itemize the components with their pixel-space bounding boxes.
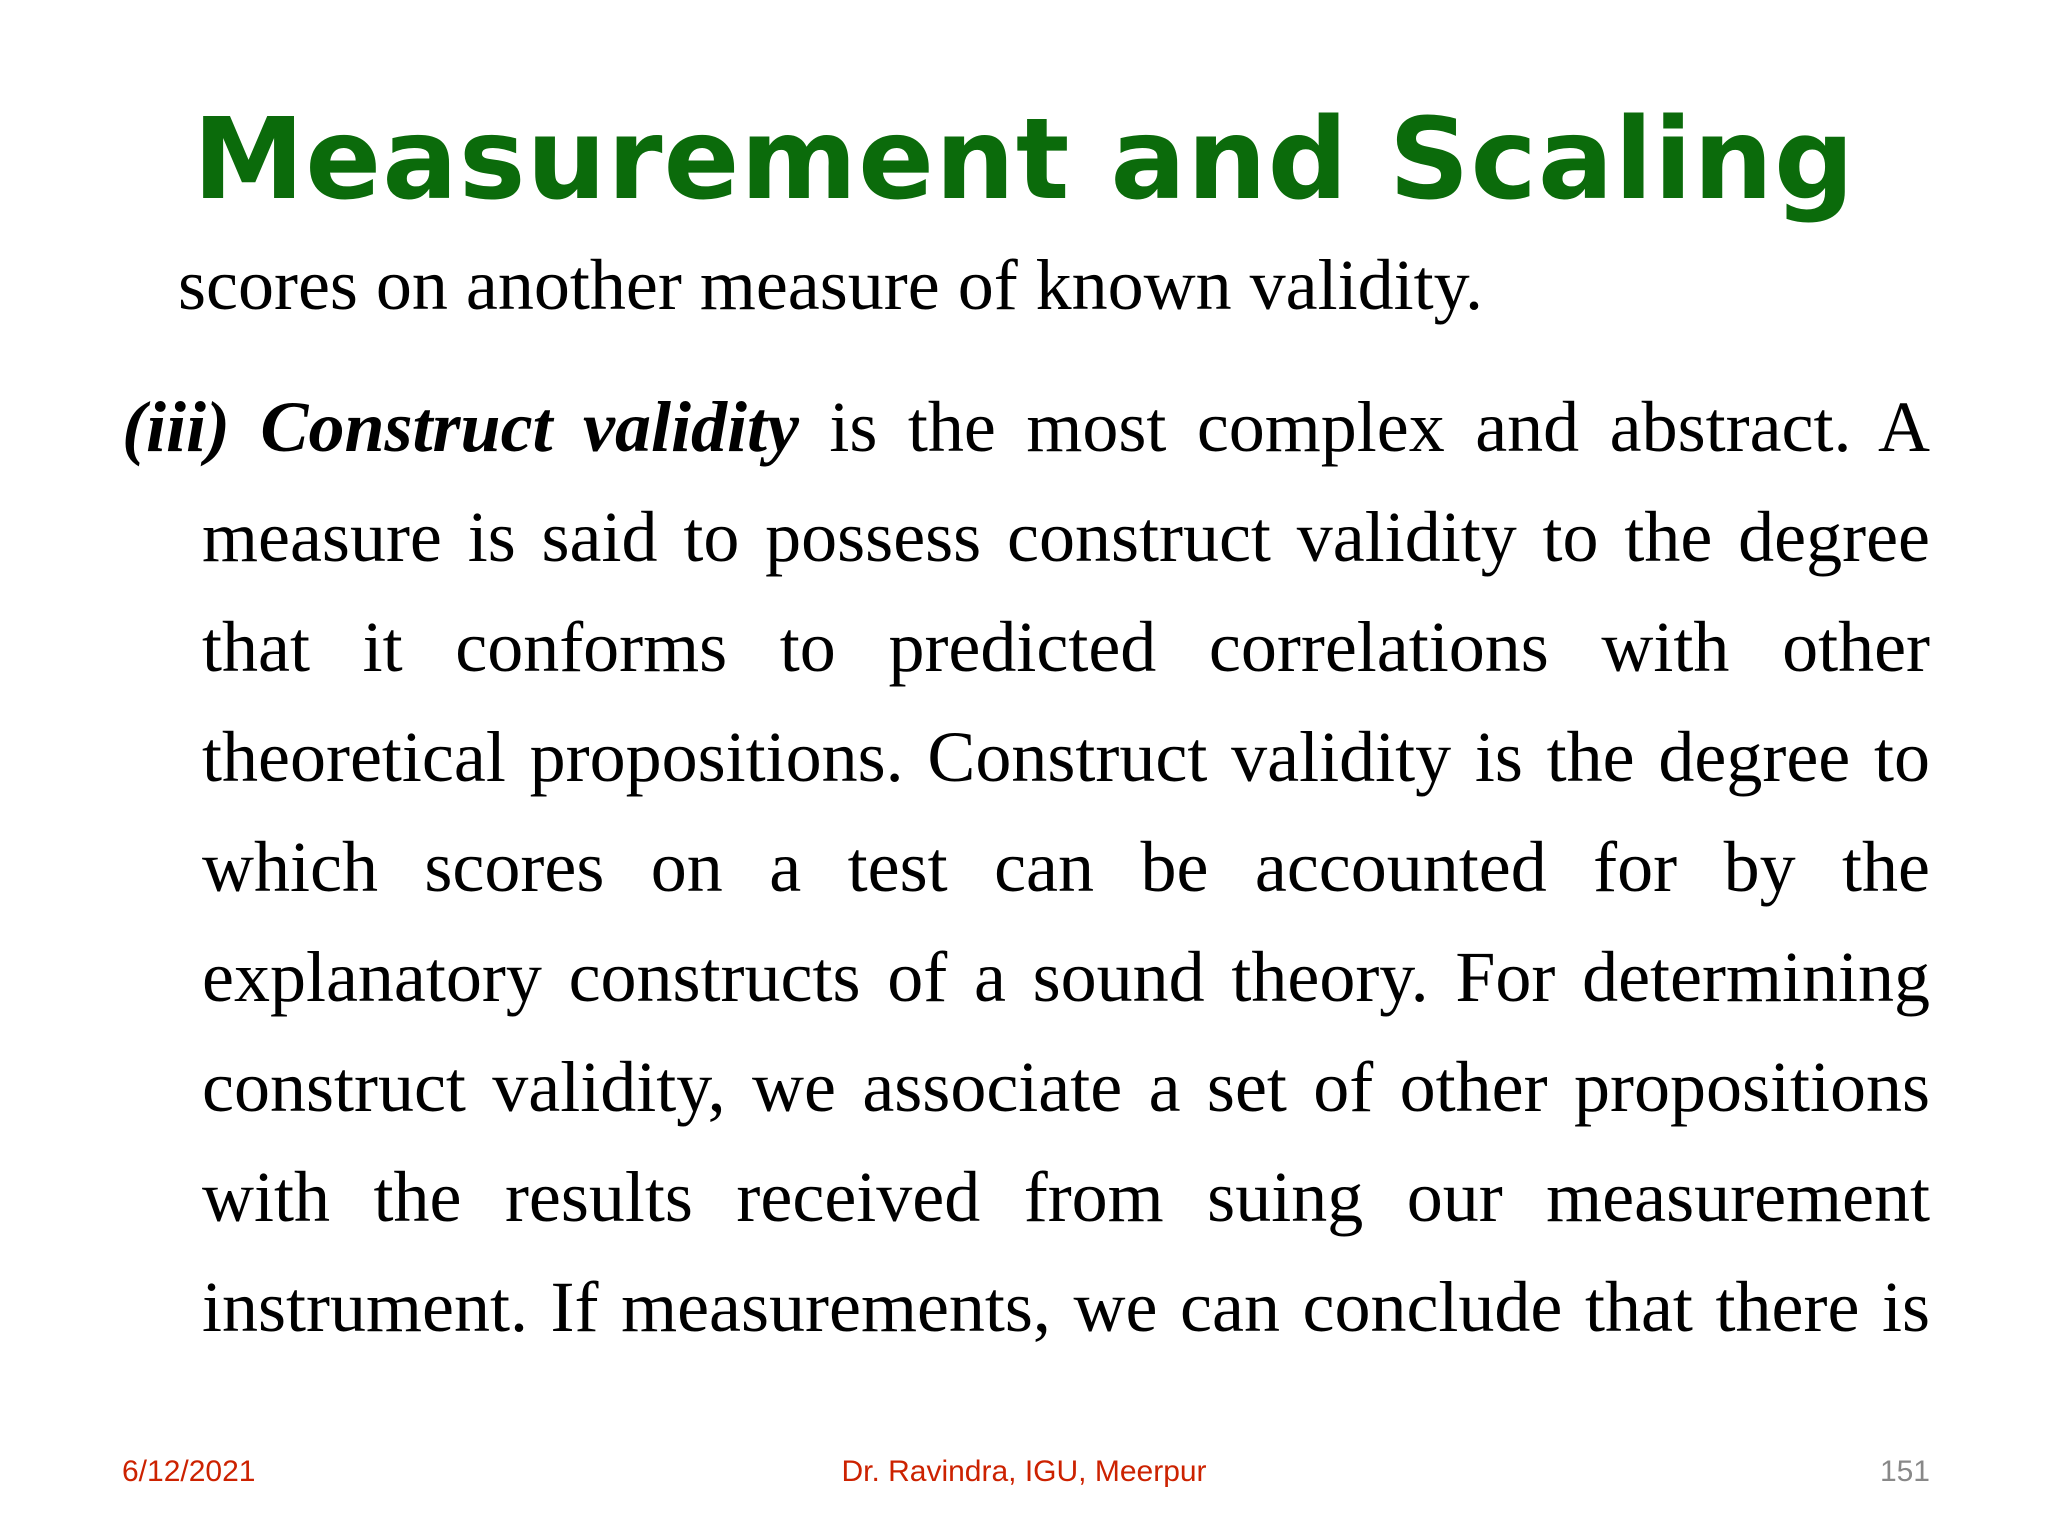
construct-validity-paragraph bbox=[122, 372, 1930, 1362]
paragraph-line: construct validity, we associate a set of other propositions bbox=[202, 1047, 1930, 1127]
paragraph-line: measure is said to possess construct validity to the degree bbox=[202, 497, 1930, 577]
paragraph-line: theoretical propositions. Construct validity is the degree to bbox=[202, 717, 1930, 797]
paragraph-line: which scores on a test can be accounted for by the bbox=[202, 827, 1930, 907]
page-number: 151 bbox=[1879, 1455, 1930, 1488]
continuation-line: scores on another measure of known validity. bbox=[178, 245, 1483, 325]
paragraph-line: explanatory constructs of a sound theory. For determining bbox=[202, 937, 1930, 1017]
paragraph-line: that it conforms to predicted correlations with other bbox=[202, 607, 1930, 687]
paragraph-line: instrument. If measurements, we can conclude that there is bbox=[202, 1267, 1930, 1347]
footer-author: Dr. Ravindra, IGU, Meerpur bbox=[841, 1455, 1207, 1488]
slide-title: Measurement and Scaling bbox=[192, 95, 1856, 225]
paragraph-line: with the results received from suing our measurement bbox=[202, 1157, 1930, 1237]
paragraph-first-line-text: is the most complex and abstract. A bbox=[798, 387, 1930, 467]
footer-date: 6/12/2021 bbox=[122, 1455, 256, 1488]
paragraph-lead-term: (iii) Construct validity bbox=[122, 387, 799, 467]
paragraph-first-line bbox=[122, 372, 1930, 482]
